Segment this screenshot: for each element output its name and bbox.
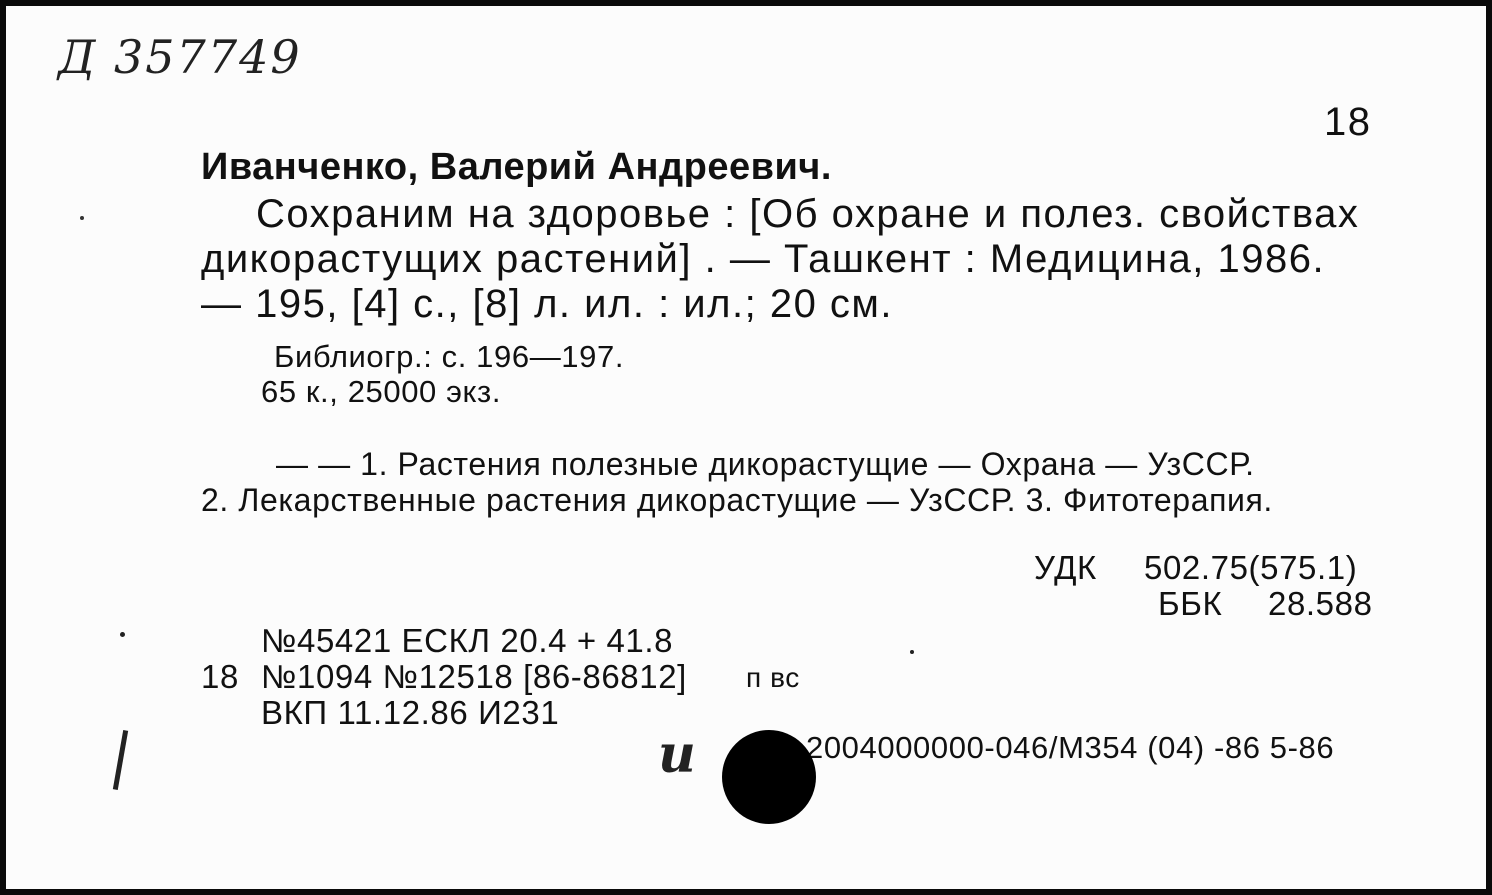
record-prefix: 18 xyxy=(201,658,239,695)
author-heading: Иванченко, Валерий Андреевич. xyxy=(201,146,832,188)
ink-speck xyxy=(910,650,914,654)
record-suffix: п вс xyxy=(746,662,800,693)
card-number: 18 xyxy=(1324,100,1372,144)
punch-hole xyxy=(722,730,816,824)
record-line: №45421 ЕСКЛ 20.4 + 41.8 xyxy=(261,622,674,659)
catalog-code: 2004000000-046/М354 (04) -86 5-86 xyxy=(806,730,1335,765)
description-line: — 195, [4] с., [8] л. ил. : ил.; 20 см. xyxy=(201,282,894,326)
record-line: ВКП 11.12.86 И231 xyxy=(261,694,560,731)
description-line: Сохраним на здоровье : [Об охране и полез. свойствах xyxy=(256,192,1360,236)
record-line: №1094 №12518 [86-86812] xyxy=(261,658,687,695)
handwritten-initial: и xyxy=(658,724,696,785)
description-line: дикорастущих растений] . — Ташкент : Медицина, 1986. xyxy=(201,237,1326,281)
subject-line: — — 1. Растения полезные дикорастущие — Охрана — УзССР. xyxy=(276,446,1255,482)
note-line: Библиогр.: с. 196—197. xyxy=(274,339,625,374)
pen-stroke xyxy=(113,730,128,790)
udk-value: 502.75(575.1) xyxy=(1144,549,1358,586)
ink-speck xyxy=(80,216,84,220)
bbk-value: 28.588 xyxy=(1268,585,1373,622)
inventory-mark: Д 357749 xyxy=(58,30,302,84)
bbk-label: ББК xyxy=(1158,585,1223,622)
note-line: 65 к., 25000 экз. xyxy=(261,374,502,409)
udk-label: УДК xyxy=(1034,549,1097,586)
subject-line: 2. Лекарственные растения дикорастущие — УзССР. 3. Фитотерапия. xyxy=(201,482,1273,518)
ink-speck xyxy=(120,632,125,637)
